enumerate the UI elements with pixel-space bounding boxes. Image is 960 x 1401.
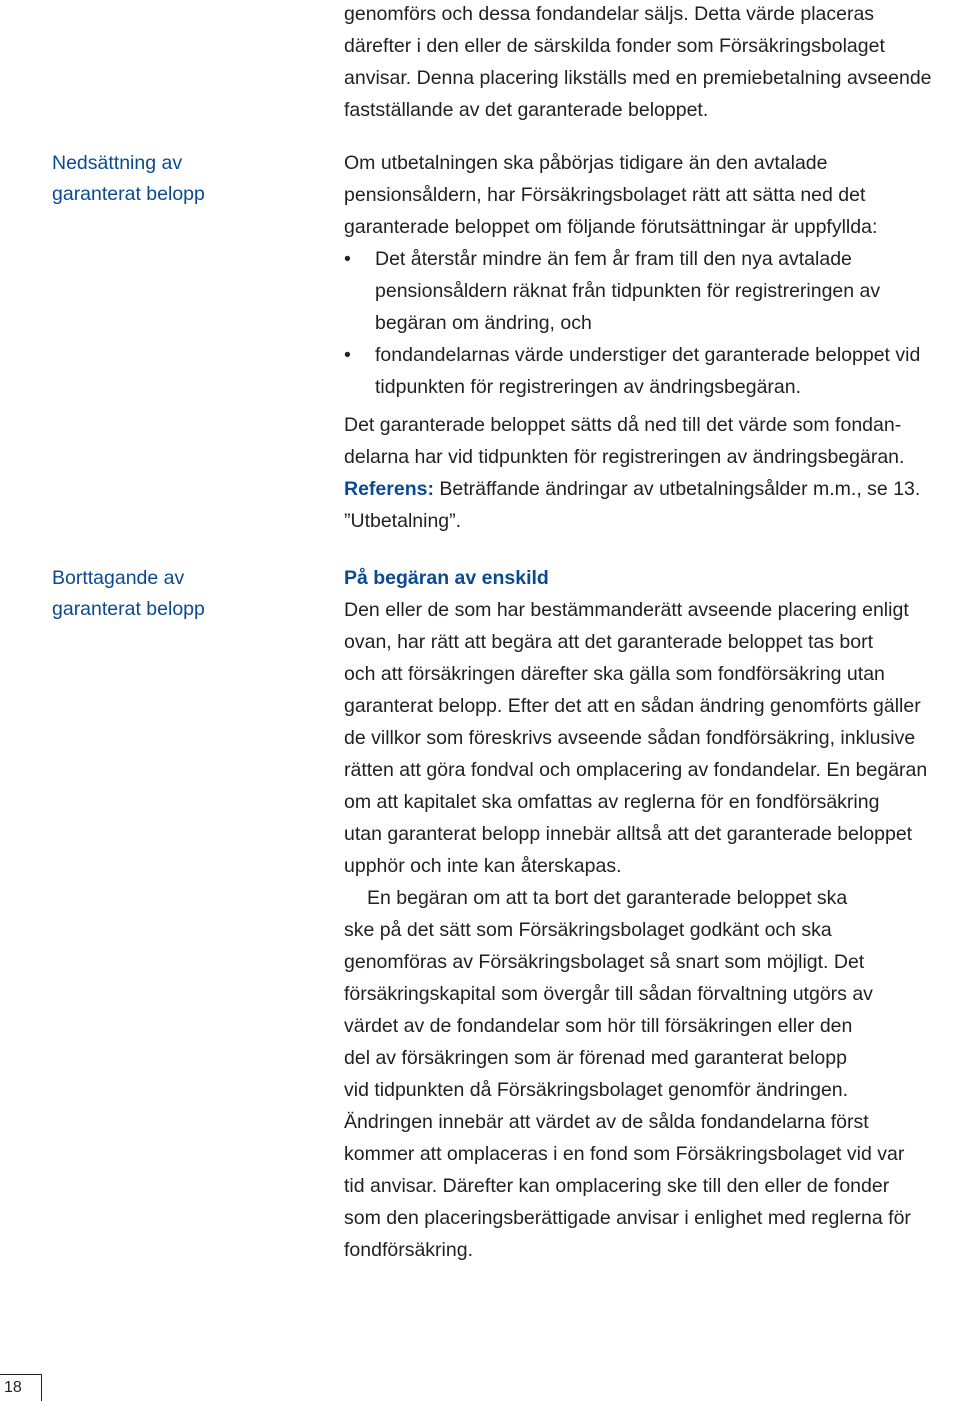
heading-line: garanterat belopp — [52, 598, 205, 620]
text-line: utan garanterat belopp innebär alltså att det garanterade beloppet — [344, 823, 913, 845]
bullet-icon: • — [344, 248, 351, 270]
text-line: garanterat belopp. Efter det att en sådan ändring genomförts gäller — [344, 695, 921, 717]
section-heading-nedsattning — [52, 148, 312, 210]
text-line: genomföras av Försäkringsbolaget så snart som möjligt. Det — [344, 951, 865, 973]
text-line: vid tidpunkten då Försäkringsbolaget genomför ändringen. — [344, 1079, 849, 1101]
text-line: värdet av de fondandelar som hör till försäkringen eller den — [344, 1015, 853, 1037]
text-line: de villkor som föreskrivs avseende sådan fondförsäkring, inklusive — [344, 727, 916, 749]
text-line: pensionsåldern räknat från tidpunkten för registreringen av — [375, 280, 881, 302]
text-line: anvisar. Denna placering likställs med en premiebetalning avseende — [344, 67, 932, 89]
text-line: fondandelarnas värde understiger det garanterade beloppet vid — [375, 344, 921, 366]
text-line: ovan, har rätt att begära att det garanterade beloppet tas bort — [344, 631, 874, 653]
text-line: ske på det sätt som Försäkringsbolaget godkänt och ska — [344, 919, 832, 941]
text-line: Den eller de som har bestämmanderätt avseende placering enligt — [344, 599, 909, 621]
text-line: En begäran om att ta bort det garanterade beloppet ska — [367, 887, 848, 909]
text-line: och att försäkringen därefter ska gälla som fondförsäkring utan — [344, 663, 885, 685]
heading-line: Borttagande av — [52, 567, 185, 589]
text-line: del av försäkringen som är förenad med garanterat belopp — [344, 1047, 847, 1069]
text-line: därefter i den eller de särskilda fonder som Försäkringsbolaget — [344, 35, 885, 57]
text-line: garanterade beloppet om följande förutsättningar är uppfyllda: — [344, 216, 878, 238]
heading-line: garanterat belopp — [52, 183, 205, 205]
text-line: Ändringen innebär att värdet av de sålda fondandelarna först — [344, 1111, 869, 1133]
text-line: Det återstår mindre än fem år fram till den nya avtalade — [375, 248, 852, 270]
text-line: Det garanterade beloppet sätts då ned till det värde som fondan- — [344, 414, 902, 436]
text-line: delarna har vid tidpunkten för registreringen av ändringsbegäran. — [344, 446, 905, 468]
reference-line — [344, 473, 960, 505]
text-line: genomförs och dessa fondandelar säljs. Detta värde placeras — [344, 3, 875, 25]
text-line: om att kapitalet ska omfattas av reglerna för en fondförsäkring — [344, 791, 880, 813]
section-heading-borttagande — [52, 563, 312, 625]
text-line: försäkringskapital som övergår till sådan förvaltning utgörs av — [344, 983, 873, 1005]
list-item — [344, 243, 960, 339]
page-number: 18 — [0, 1374, 42, 1401]
reference-text: Beträffande ändringar av utbetalningsålder m.m., se 13. — [433, 478, 921, 500]
top-paragraph — [344, 0, 960, 126]
subheading: På begäran av enskild — [344, 567, 549, 589]
text-line: ”Utbetalning”. — [344, 510, 462, 532]
bullet-icon: • — [344, 344, 351, 366]
reference-label: Referens: — [344, 478, 434, 500]
heading-line: Nedsättning av — [52, 152, 183, 174]
text-line: pensionsåldern, har Försäkringsbolaget rätt att sätta ned det — [344, 184, 866, 206]
section-body-borttagande — [344, 562, 960, 1266]
text-line: rätten att göra fondval och omplacering av fondandelar. En begäran — [344, 759, 928, 781]
text-line: upphör och inte kan återskapas. — [344, 855, 622, 877]
text-line: fastställande av det garanterade beloppet. — [344, 99, 709, 121]
text-line: fondförsäkring. — [344, 1239, 473, 1261]
text-line: kommer att omplaceras i en fond som Försäkringsbolaget vid var — [344, 1143, 905, 1165]
text-line: begäran om ändring, och — [375, 312, 592, 334]
text-line: tidpunkten för registreringen av ändringsbegäran. — [375, 376, 802, 398]
list-item — [344, 339, 960, 403]
text-line: Om utbetalningen ska påbörjas tidigare än den avtalade — [344, 152, 828, 174]
text-line: som den placeringsberättigade anvisar i enlighet med reglerna för — [344, 1207, 911, 1229]
text-line: tid anvisar. Därefter kan omplacering ske till den eller de fonder — [344, 1175, 890, 1197]
section-body-nedsattning — [344, 147, 960, 537]
